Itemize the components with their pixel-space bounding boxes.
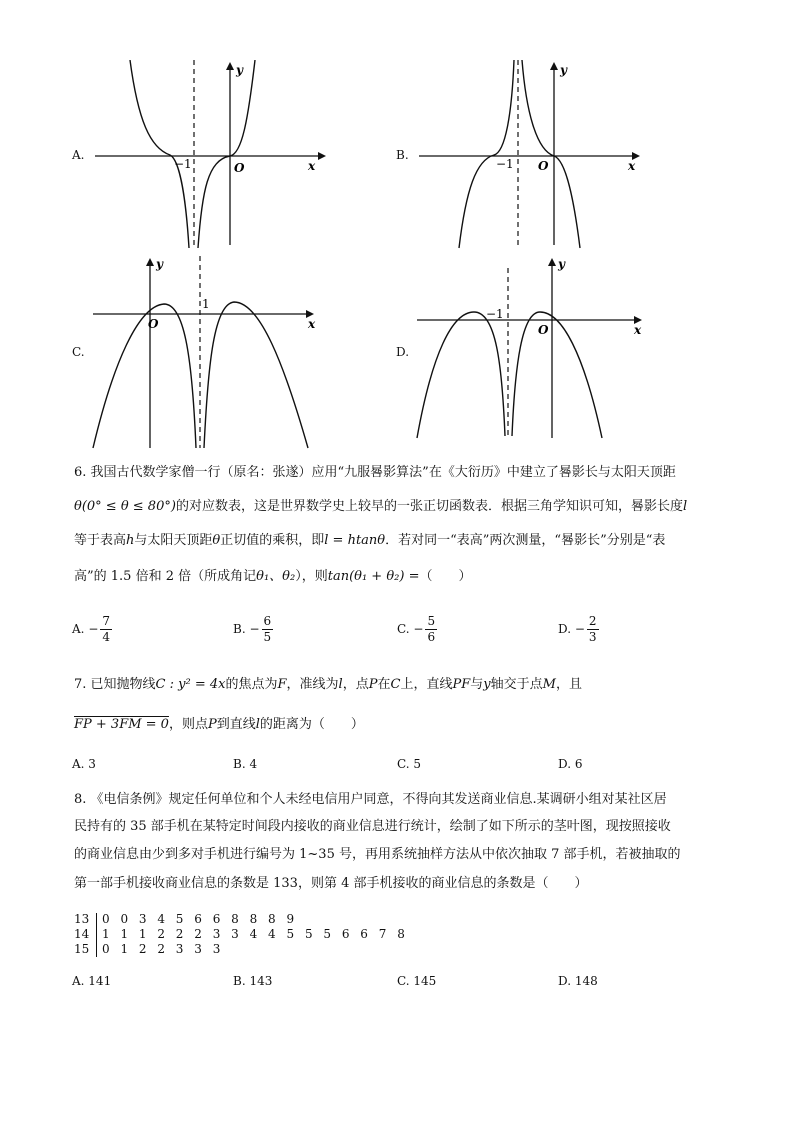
q8-line-1: 8. 《电信条例》规定任何单位和个人未经电信用户同意，不得向其发送商业信息.某调研小组对某社区居 [74,792,667,807]
q7-vector-eq: FP + 3FM = 0 [74,717,169,732]
q7-text-d2: 到直线 [216,717,256,732]
q6-answer-c-frac: $\frac{5}{6}$ [427,614,436,644]
y-axis-arrow [550,62,558,70]
label-origin: O [234,161,245,175]
q6-answer-a[interactable] [72,614,112,645]
q7-text-q: ，且 [555,677,582,692]
graph-option-b [414,60,654,250]
q6-answer-b[interactable] [233,614,273,645]
q6-answer-b-label: B. [233,622,246,636]
q8-answer-b[interactable]: B. 143 [233,974,273,988]
q8-line-2: 民持有的 35 部手机在某特定时间段内接收的商业信息进行统计，绘制了如下所示的茎叶图，现按照接收 [74,819,671,834]
q6-line-3-text-a: 等于表高 [74,533,127,548]
q6-line-4-text-c: ），则 [295,569,328,584]
label-x: x [634,323,642,337]
label-x: x [308,317,316,331]
q6-line-3-text-g: ．若对同一“表高”两次测量，“晷影长”分别是“表 [385,533,666,548]
q6-theta-range: θ(0° ≤ θ ≤ 80°) [74,499,176,514]
q6-answer-a-sign: − [88,622,99,636]
curve-left [459,60,514,248]
q6-line-3 [74,534,665,548]
label-one: 1 [202,297,210,311]
q6-answer-c[interactable] [397,614,437,645]
curve-right [204,302,308,448]
graph-option-d [412,254,652,440]
y-axis-arrow [146,258,154,266]
curve-right [512,312,602,438]
q7-var-c: C [390,677,401,692]
curve-right [522,60,580,248]
q6-var-l: l [682,499,688,514]
q6-line-1: 6. 我国古代数学家僧一行（原名：张遂）应用“九服晷影算法”在《大衍历》中建立了晷影长与太阳天顶距 [74,465,676,480]
q6-angles: θ₁、θ₂ [256,569,296,584]
q6-tan-expr: tan(θ₁ + θ₂) = [327,569,420,584]
q6-line-3-text-e: 正切值的乘积，即 [220,533,325,548]
q6-var-theta: θ [212,533,221,548]
q6-answer-a-frac: $\frac{7}{4}$ [102,614,111,644]
q6-answer-a-label: A. [72,622,85,636]
y-axis-arrow [548,258,556,266]
q6-answer-b-frac: $\frac{6}{5}$ [263,614,272,644]
curve-left [417,312,505,438]
q6-answer-c-label: C. [397,622,410,636]
q8-answer-c[interactable]: C. 145 [397,974,437,988]
q7-text-a: 7. 已知抛物线 [74,677,156,692]
q7-text-k: 上，直线 [400,677,453,692]
q6-line-3-text-c: 与太阳天顶距 [134,533,213,548]
q6-answer-b-sign: − [249,622,260,636]
curve-right [198,60,255,248]
label-origin: O [538,159,549,173]
q7-var-l: l [338,677,343,692]
q7-text-i: 在 [377,677,391,692]
q7-var-y: y [483,677,491,692]
q8-line-4: 第一部手机接收商业信息的条数是 133，则第 4 部手机接收的商业信息的条数是（ ） [74,876,588,891]
q7-text-e: ，准线为 [286,677,339,692]
option-a-label: A. [72,148,85,162]
label-y: y [156,257,163,271]
q7-var-l2: l [255,717,260,732]
q7-answer-a[interactable]: A. 3 [72,757,96,771]
q6-answer-d-label: D. [558,622,572,636]
graph-option-c [88,254,328,450]
label-minus-one: −1 [496,157,514,171]
q6-answer-c-sign: − [413,622,424,636]
q6-line-2 [74,500,687,514]
q6-line-2-text: 的对应数表，这是世界数学史上较早的一张正切函数表．根据三角学知识可知，晷影长度 [175,499,683,514]
q6-line-4-text-a: 高”的 1.5 倍和 2 倍（所成角记 [74,569,257,584]
q7-text-o: 轴交于点 [490,677,543,692]
q7-text-g: ，点 [342,677,369,692]
q7-parabola: C : y² = 4x [155,677,226,692]
q7-var-m: M [542,677,556,692]
q7-var-pf: PF [452,677,471,692]
label-x: x [308,159,316,173]
q7-answer-d[interactable]: D. 6 [558,757,583,771]
option-b-label: B. [396,148,409,162]
curve-left [130,60,189,248]
label-origin: O [538,323,549,337]
q6-formula: l = htanθ [324,533,386,548]
label-minus-one: −1 [174,157,192,171]
label-y: y [560,63,567,77]
option-c-label: C. [72,345,85,359]
label-origin: O [148,317,159,331]
q8-answer-d[interactable]: D. 148 [558,974,598,988]
y-axis-arrow [226,62,234,70]
stem-row-14: 14 1 1 1 2 2 2 3 3 4 4 5 5 5 6 6 7 8 [74,927,405,941]
q7-text-f2: 的距离为（ ） [259,717,364,732]
q7-answer-b[interactable]: B. 4 [233,757,258,771]
label-x: x [628,159,636,173]
label-y: y [236,63,243,77]
q7-var-f: F [277,677,287,692]
q8-answer-a[interactable]: A. 141 [72,974,112,988]
curve-left [93,304,196,448]
q6-var-h: h [126,533,135,548]
q7-text-c: 的焦点为 [225,677,278,692]
stem-row-13: 13 0 0 3 4 5 6 6 8 8 8 9 [74,912,295,926]
q6-paren: （ ） [419,569,472,584]
q7-text-m: 与 [470,677,484,692]
q6-answer-d-frac: $\frac{2}{3}$ [588,614,597,644]
option-d-label: D. [396,345,410,359]
q7-text-b2: ，则点 [168,717,208,732]
graph-option-a [90,60,330,250]
stem-leaf-plot [74,912,405,957]
q8-line-3: 的商业信息由少到多对手机进行编号为 1~35 号，再用系统抽样方法从中依次抽取 7 部手机，若被抽取的 [74,847,681,862]
stem-leaf-divider [96,913,97,957]
q6-line-4 [74,570,471,584]
q6-answer-d-sign: − [574,622,585,636]
q7-answer-c[interactable]: C. 5 [397,757,422,771]
label-y: y [558,257,565,271]
x-axis-arrow [318,152,326,160]
q7-line-2 [74,718,364,732]
q6-answer-d[interactable] [558,614,599,645]
q7-line-1 [74,678,582,692]
stem-row-15: 15 0 1 2 2 3 3 3 [74,942,221,956]
q7-var-p2: P [207,717,217,732]
q7-var-p: P [368,677,378,692]
label-minus-one: −1 [486,307,504,321]
